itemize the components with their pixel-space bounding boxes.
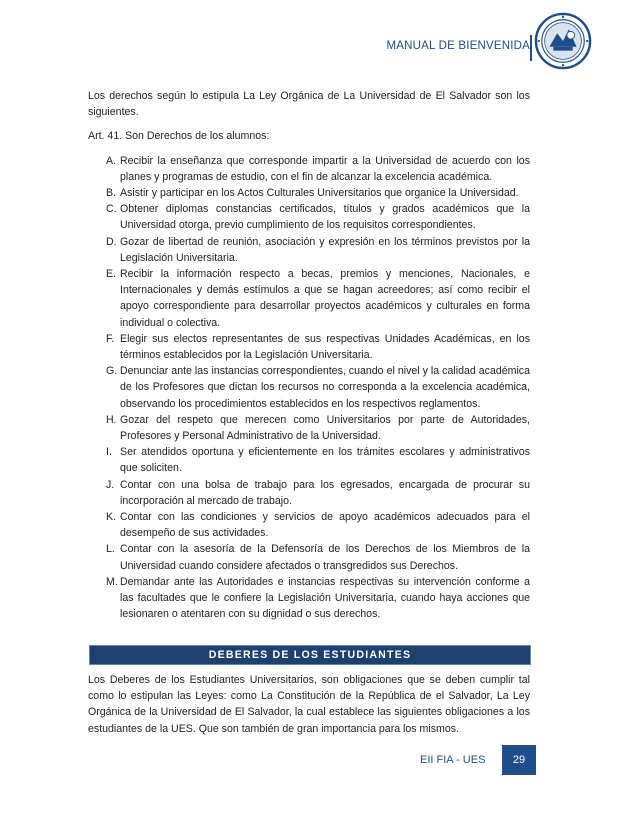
- list-item: [88, 185, 530, 201]
- section-paragraph: Los Deberes de los Estudiantes Universitarios, son obligaciones que se deben cumplir tal como lo estipulan las Leyes: como La Constitución de la República de el Salvador, La Ley Orgánica de la Universidad de El Salvador, la cual establece las siguientes obligaciones a los estudiantes de la UES. Que son también de gran importancia para los mismos.: [88, 674, 530, 735]
- list-letter: E.: [106, 268, 117, 281]
- rights-list: [88, 153, 530, 623]
- list-letter: K.: [106, 511, 117, 524]
- section-title: DEBERES DE LOS ESTUDIANTES: [208, 649, 412, 661]
- list-item-text: Obtener diplomas constancias certificados, títulos y grados académicos que la Universidad otorga, previo cumplimiento de los requisitos correspondientes.: [120, 203, 530, 232]
- list-letter: J.: [106, 478, 115, 491]
- section-banner: [89, 645, 531, 665]
- list-item: [88, 412, 530, 444]
- list-item: [88, 477, 530, 509]
- list-item-text: Elegir sus electos representantes de sus respectivas Unidades Académicas, en los términos establecidos por la Legislación Universitaria.: [120, 332, 530, 362]
- list-letter: F.: [106, 332, 115, 345]
- header-divider: [530, 35, 532, 61]
- list-letter: G.: [106, 365, 118, 378]
- list-item: [88, 201, 530, 233]
- list-letter: B.: [106, 187, 117, 200]
- list-item: [88, 153, 530, 185]
- list-letter: C.: [106, 203, 117, 216]
- list-item-text: Ser atendidos oportuna y eficientemente en los trámites escolares y administrativos que soliciten.: [120, 446, 530, 475]
- list-item: [88, 541, 530, 573]
- university-seal-icon: [534, 12, 592, 70]
- footer-label: EII FIA - UES: [420, 754, 486, 766]
- list-letter: D.: [106, 235, 117, 248]
- list-item: [88, 444, 530, 476]
- list-item-text: Recibir la información respecto a becas, premios y menciones, Nacionales, e Internacionales y demás estímulos a que se hagan acreedores; así como recibir el apoyo correspondiente para desarrollar proyectos académicos y culturales en forma individual o colectiva.: [120, 268, 530, 329]
- list-letter: A.: [106, 154, 117, 167]
- list-item-text: Demandar ante las Autoridades e instancias respectivas su intervención conforme a las facultades que le confiere la Legislación Universitaria, cuando haya acciones que lesionaren o atentaren con su dignidad o sus derechos.: [120, 575, 530, 621]
- page-number-box: [502, 745, 536, 775]
- list-item-text: Contar con las condiciones y servicios de apoyo académicos adecuados para el desempeño de sus actividades.: [120, 511, 530, 540]
- list-item: [88, 509, 530, 541]
- intro-paragraph: Los derechos según lo estipula La Ley Orgánica de La Universidad de El Salvador son los siguientes.: [88, 90, 530, 119]
- list-item: [88, 234, 530, 266]
- list-item-text: Denunciar ante las instancias correspondientes, cuando el nivel y la calidad académica de los Profesores que dictan los recursos no corresponda a la excelencia académica, observando los procedimientos establecidos en los respectivos reglamentos.: [120, 365, 530, 410]
- header-title: MANUAL DE BIENVENIDA: [386, 40, 530, 52]
- list-item-text: Contar con una bolsa de trabajo para los egresados, encargada de procurar su incorporación al mercado de trabajo.: [120, 478, 530, 507]
- list-item: [88, 266, 530, 331]
- list-item: [88, 331, 530, 363]
- article-heading: Art. 41. Son Derechos de los alumnos:: [88, 130, 270, 143]
- list-item: [88, 574, 530, 623]
- list-letter: I.: [106, 446, 112, 459]
- list-item-text: Gozar del respeto que merecen como Universitarios por parte de Autoridades, Profesores y Personal Administrativo de la Universidad.: [120, 413, 530, 443]
- main-content: [88, 88, 530, 623]
- list-letter: L.: [106, 543, 115, 556]
- list-item: [88, 363, 530, 412]
- page-number: 29: [512, 754, 526, 766]
- list-item-text: Asistir y participar en los Actos Culturales Universitarios que organice la Universidad.: [120, 187, 519, 200]
- list-letter: M.: [106, 575, 118, 588]
- list-item-text: Recibir la enseñanza que corresponde impartir a la Universidad de acuerdo con los planes y programas de estudio, con el fin de alcanzar la excelencia académica.: [120, 154, 530, 183]
- list-item-text: Contar con la asesoría de la Defensoría de los Derechos de los Miembros de la Universidad cuando considere afectados o transgredidos sus Derechos.: [120, 543, 530, 572]
- list-item-text: Gozar de libertad de reunión, asociación y expresión en los términos previstos por la Legislación Universitaria.: [120, 235, 530, 264]
- list-letter: H.: [106, 413, 117, 426]
